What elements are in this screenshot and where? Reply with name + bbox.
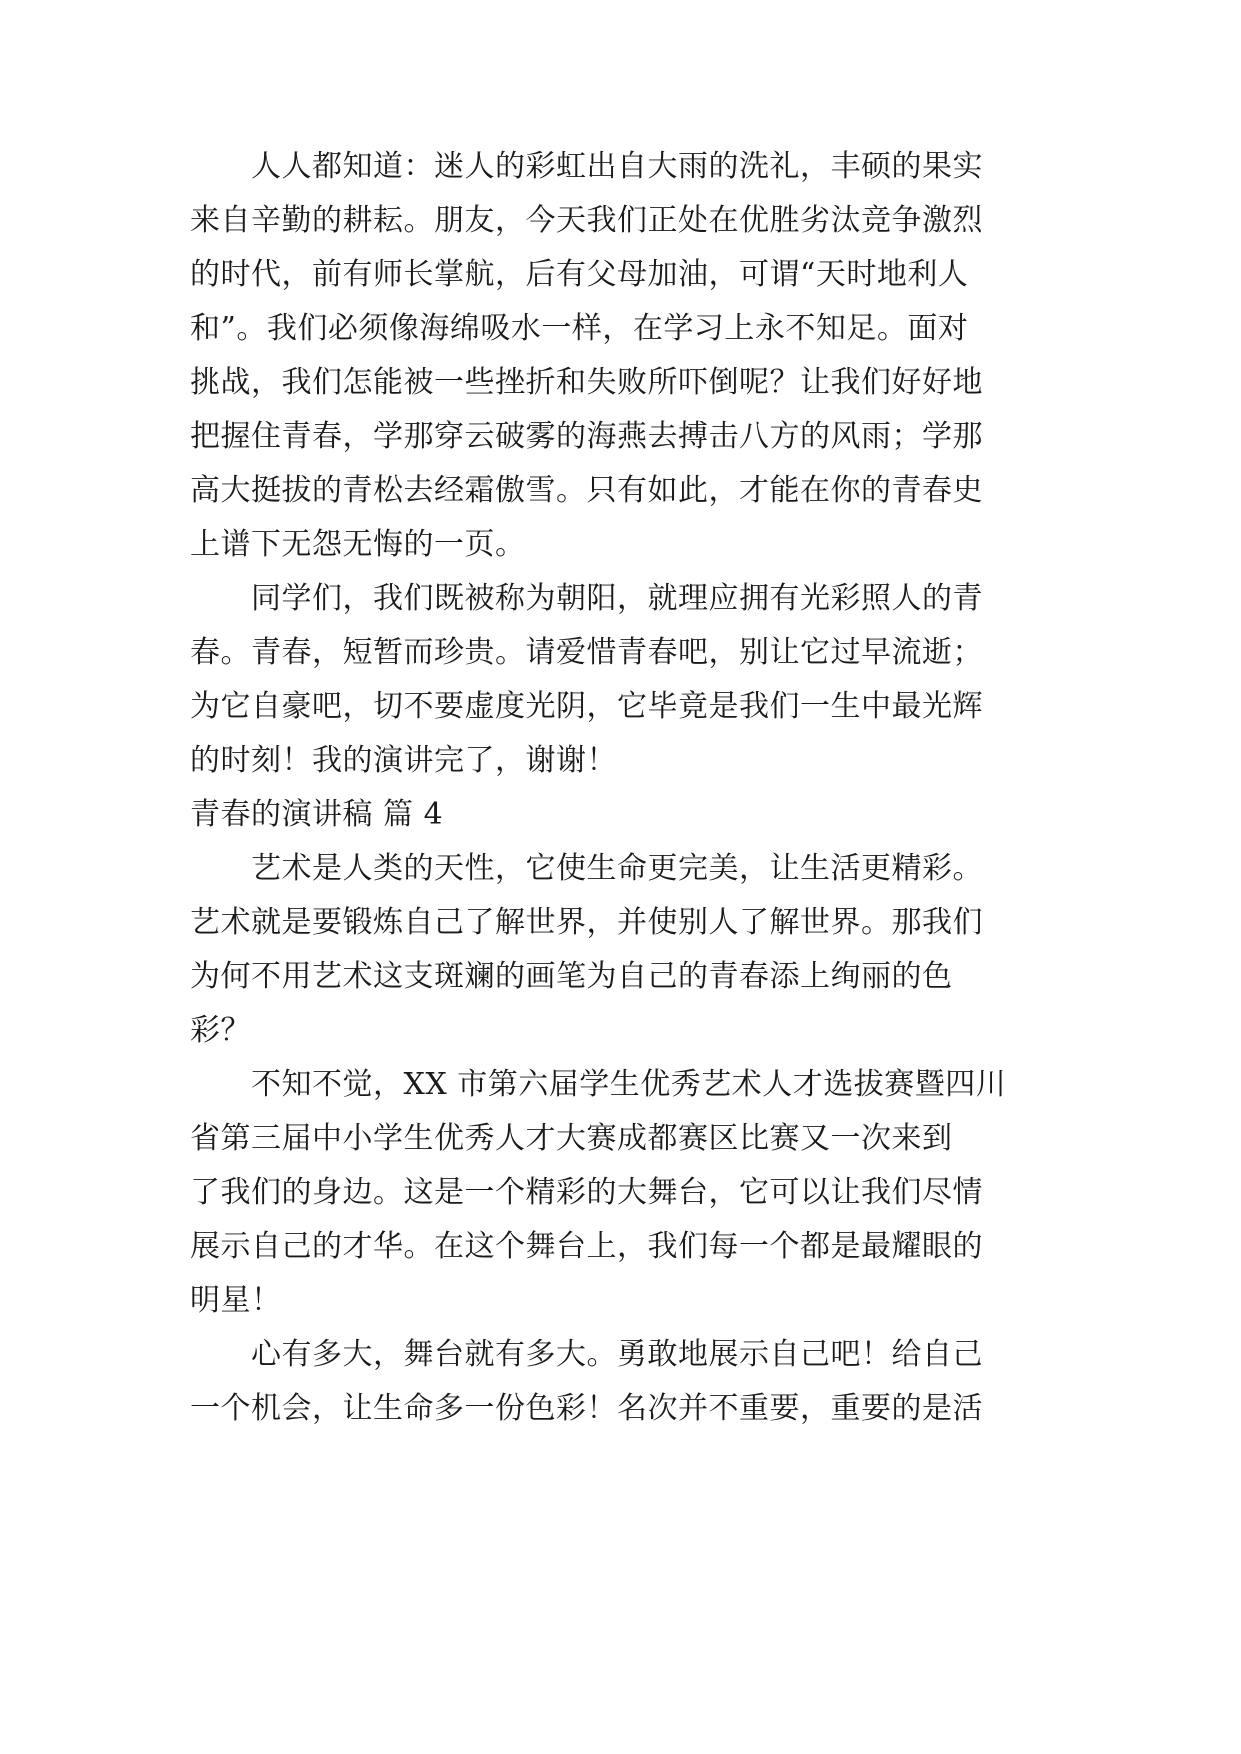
text-line: 彩？ xyxy=(190,1013,251,1048)
text-line: 展示自己的才华。在这个舞台上，我们每一个都是最耀眼的 xyxy=(190,1229,983,1264)
text-line: 和”。我们必须像海绵吸水一样，在学习上永不知足。面对 xyxy=(190,311,969,346)
text-line: 艺术是人类的天性，它使生命更完美，让生活更精彩。 xyxy=(190,851,983,886)
text-line: 为它自豪吧，切不要虚度光阴，它毕竟是我们一生中最光辉 xyxy=(190,689,983,724)
text-line: 同学们，我们既被称为朝阳，就理应拥有光彩照人的青 xyxy=(190,581,983,616)
text-line: 高大挺拔的青松去经霜傲雪。只有如此，才能在你的青春史 xyxy=(190,473,983,508)
text-line: 心有多大，舞台就有多大。勇敢地展示自己吧！给自己 xyxy=(190,1337,983,1372)
text-line: 不知不觉，XX 市第六届学生优秀艺术人才选拔赛暨四川 xyxy=(190,1067,1007,1102)
text-line: 的时刻！我的演讲完了，谢谢！ xyxy=(190,743,617,778)
text-line: 春。青春，短暂而珍贵。请爱惜青春吧，别让它过早流逝； xyxy=(190,635,983,670)
text-line: 省第三届中小学生优秀人才大赛成都赛区比赛又一次来到 xyxy=(190,1121,953,1156)
section-heading: 青春的演讲稿 篇 4 xyxy=(190,797,444,832)
text-line: 把握住青春，学那穿云破雾的海燕去搏击八方的风雨；学那 xyxy=(190,419,983,454)
text-line: 上谱下无怨无悔的一页。 xyxy=(190,527,526,562)
text-line: 明星！ xyxy=(190,1283,282,1318)
text-line: 人人都知道：迷人的彩虹出自大雨的洗礼，丰硕的果实 xyxy=(190,149,983,184)
text-line: 艺术就是要锻炼自己了解世界，并使别人了解世界。那我们 xyxy=(190,905,983,940)
text-line: 的时代，前有师长掌航，后有父母加油，可谓“天时地利人 xyxy=(190,257,969,292)
text-line: 为何不用艺术这支斑斓的画笔为自己的青春添上绚丽的色 xyxy=(190,959,953,994)
text-line: 来自辛勤的耕耘。朋友，今天我们正处在优胜劣汰竞争激烈 xyxy=(190,203,983,238)
text-line: 一个机会，让生命多一份色彩！名次并不重要，重要的是活 xyxy=(190,1391,983,1426)
text-line: 了我们的身边。这是一个精彩的大舞台，它可以让我们尽情 xyxy=(190,1175,983,1210)
text-line: 挑战，我们怎能被一些挫折和失败所吓倒呢？让我们好好地 xyxy=(190,365,983,400)
